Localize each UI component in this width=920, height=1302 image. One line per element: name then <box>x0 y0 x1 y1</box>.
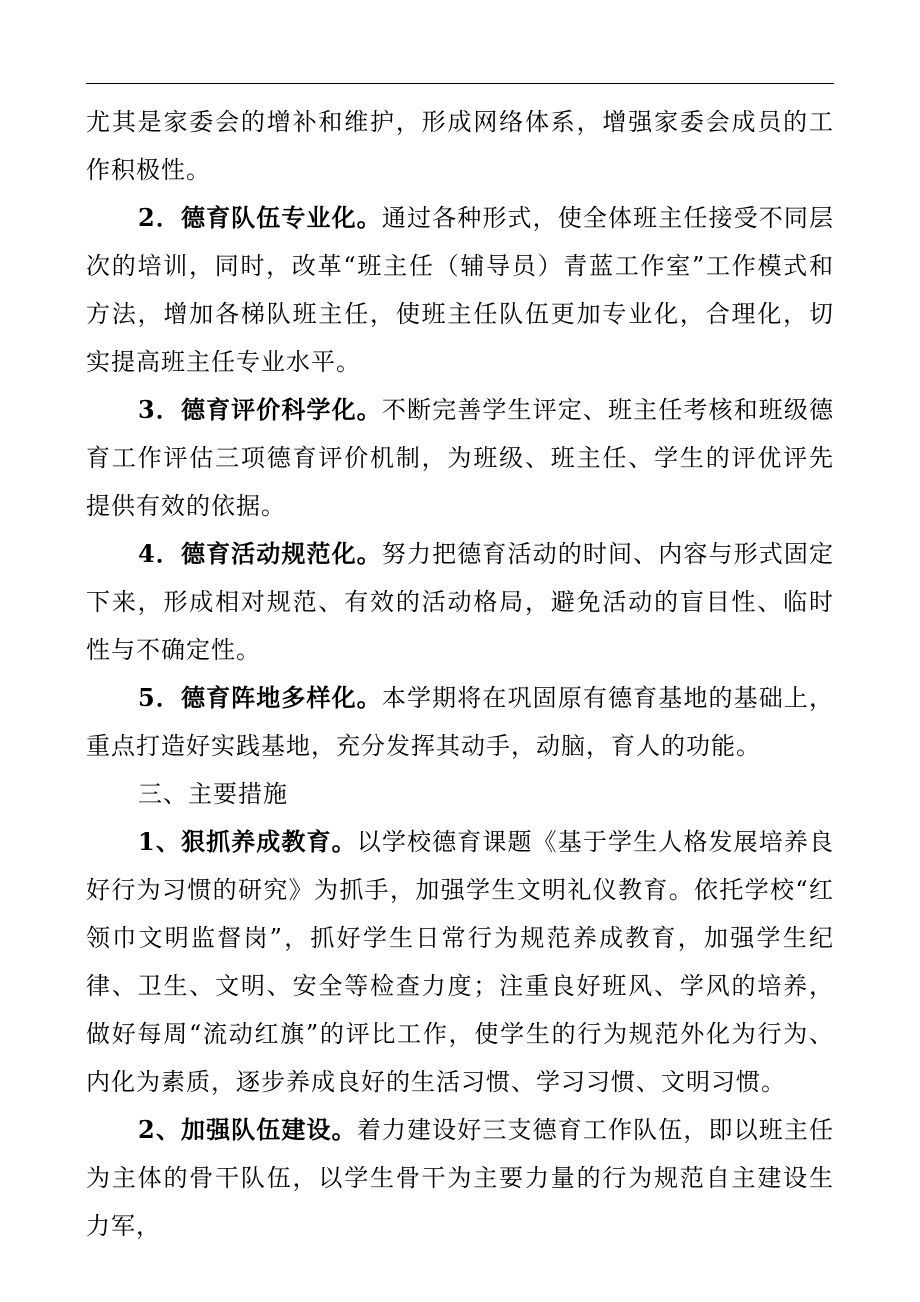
paragraph-habit-education <box>86 818 834 1106</box>
paragraph-text: 通过各种形式，使全体班主任接受不同层次的培训，同时，改革“班主任（辅导员）青蓝工作室”工作模式和方法，增加各梯队班主任，使班主任队伍更加专业化，合理化，切实提高班主任专业水平。 <box>86 204 834 376</box>
paragraph-moral-bases-diversified <box>86 674 834 770</box>
paragraph-lead: 4．德育活动规范化。 <box>138 539 382 568</box>
paragraph-lead: 2．德育队伍专业化。 <box>138 203 382 232</box>
paragraph-text: 尤其是家委会的增补和维护，形成网络体系，增强家委会成员的工作积极性。 <box>86 108 834 184</box>
paragraph-lead: 3．德育评价科学化。 <box>138 395 382 424</box>
paragraph-text: 不断完善学生评定、班主任考核和班级德育工作评估三项德育评价机制，为班级、班主任、学生的评优评先提供有效的依据。 <box>86 396 834 520</box>
paragraph-moral-team-professionalization <box>86 194 834 386</box>
paragraph-text: 努力把德育活动的时间、内容与形式固定下来，形成相对规范、有效的活动格局，避免活动的盲目性、临时性与不确定性。 <box>86 540 834 664</box>
paragraph-text: 着力建设好三支德育工作队伍，即以班主任为主体的骨干队伍，以学生骨干为主要力量的行为规范自主建设生力军， <box>86 1116 835 1240</box>
section-heading: 三、主要措施 <box>138 780 288 808</box>
paragraph-text: 以学校德育课题《基于学生人格发展培养良好行为习惯的研究》为抓手，加强学生文明礼仪教育。依托学校“红领巾文明监督岗”，抓好学生日常行为规范养成教育，加强学生纪律、卫生、文明、安全等检查力度；注重良好班风、学风的培养，做好每周“流动红旗”的评比工作，使学生的行为规范外化为行为、内化为素质，逐步养成良好的生活习惯、学习习惯、文明习惯。 <box>86 828 835 1096</box>
paragraph-text: 本学期将在巩固原有德育基地的基础上，重点打造好实践基地，充分发挥其动手，动脑，育人的功能。 <box>86 684 834 760</box>
paragraph-lead: 5．德育阵地多样化。 <box>138 683 382 712</box>
paragraph-moral-activities-standardized <box>86 530 834 674</box>
document-body <box>86 98 834 1250</box>
paragraph-team-building <box>86 1106 834 1250</box>
paragraph-moral-evaluation-scientific <box>86 386 834 530</box>
header-rule <box>86 83 834 84</box>
paragraph-continued <box>86 98 834 194</box>
paragraph-lead: 1、狠抓养成教育。 <box>138 827 357 856</box>
paragraph-lead: 2、加强队伍建设。 <box>138 1115 357 1144</box>
